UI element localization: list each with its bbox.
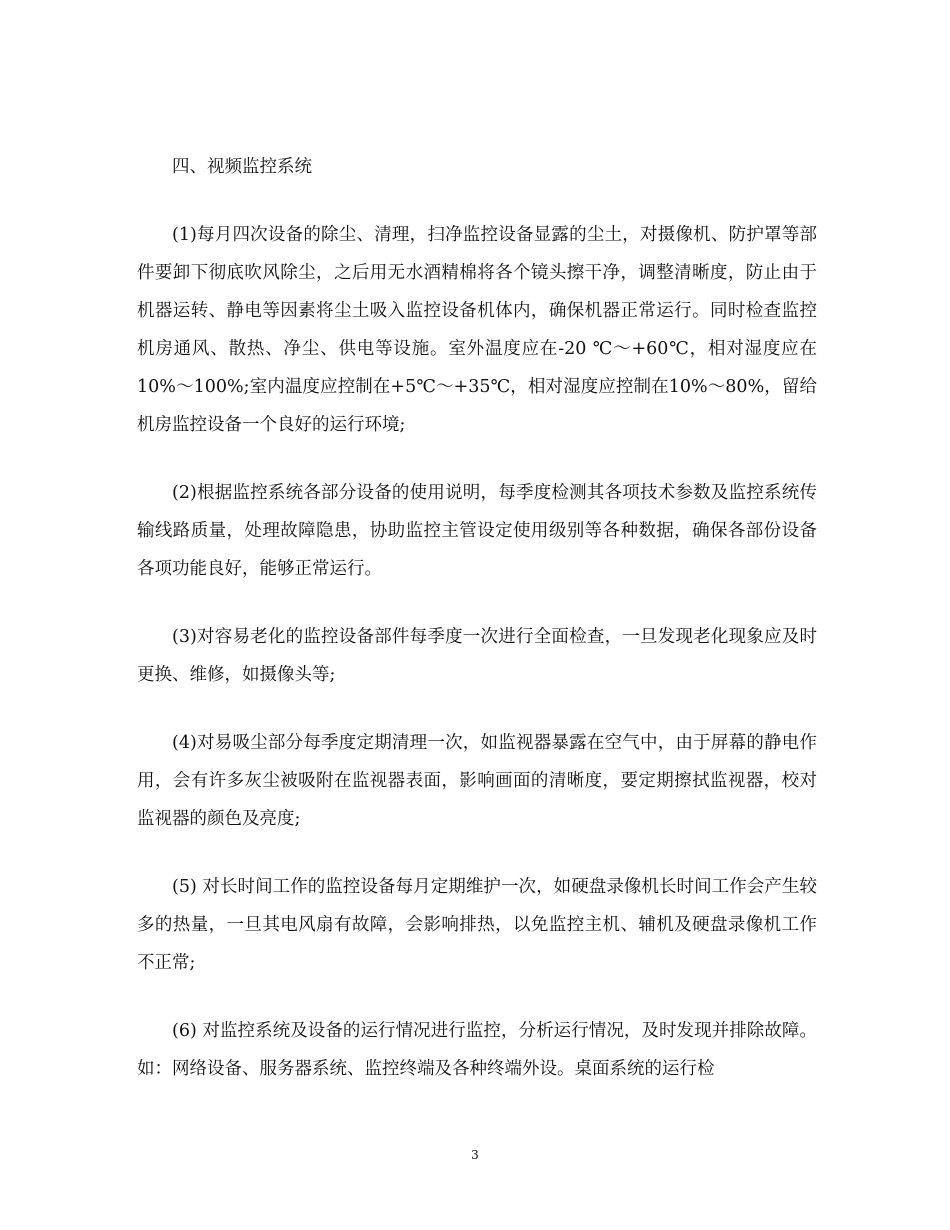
document-body [137,148,817,1118]
paragraph-4: (4)对易吸尘部分每季度定期清理一次，如监视器暴露在空气中，由于屏幕的静电作用，会有许多灰尘被吸附在监视器表面，影响画面的清晰度，要定期擦拭监视器，校对监视器的颜色及亮度; [137,733,817,829]
paragraph-2: (2)根据监控系统各部分设备的使用说明，每季度检测其各项技术参数及监控系统传输线路质量，处理故障隐患，协助监控主管设定使用级别等各种数据，确保各部份设备各项功能良好，能够正常运行。 [137,483,817,579]
paragraph-5: (5) 对长时间工作的监控设备每月定期维护一次，如硬盘录像机长时间工作会产生较多的热量，一旦其电风扇有故障，会影响排热，以免监控主机、辅机及硬盘录像机工作不正常; [137,877,817,973]
paragraph-3: (3)对容易老化的监控设备部件每季度一次进行全面检查，一旦发现老化现象应及时更换、维修，如摄像头等; [137,627,817,685]
paragraph-6: (6) 对监控系统及设备的运行情况进行监控，分析运行情况，及时发现并排除故障。如：网络设备、服务器系统、监控终端及各种终端外设。桌面系统的运行检 [137,1021,817,1079]
section-heading: 四、视频监控系统 [172,157,312,177]
paragraph-1: (1)每月四次设备的除尘、清理，扫净监控设备显露的尘土，对摄像机、防护罩等部件要卸下彻底吹风除尘，之后用无水酒精棉将各个镜头擦干净，调整清晰度，防止由于机器运转、静电等因素将尘土吸入监控设备机体内，确保机器正常运行。同时检查监控机房通风、散热、净尘、供电等设施。室外温度应在-20 ℃～+60℃，相对湿度应在10%～100%;室内温度应控制在+5℃～+35℃，相对湿度应控制在10%～80%，留给机房监控设备一个良好的运行环境; [137,225,817,435]
page-number: 3 [471,1148,479,1162]
